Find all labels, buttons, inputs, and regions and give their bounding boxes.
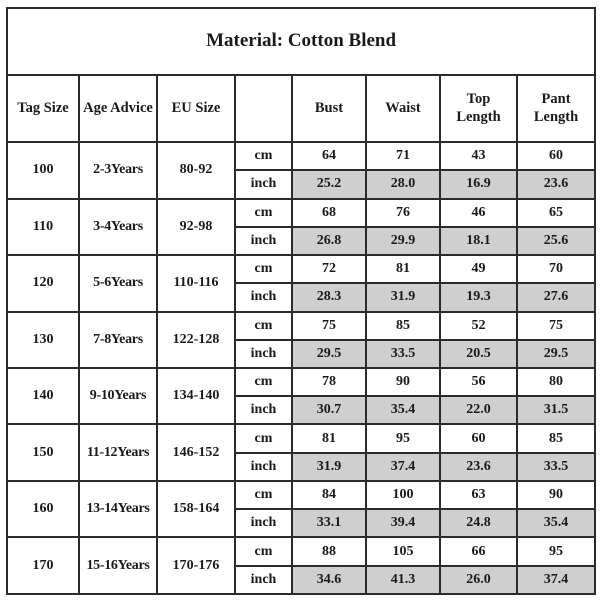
- tag-size-cell: 140: [7, 368, 79, 424]
- cm-value-cell: 71: [366, 142, 440, 170]
- inch-value-cell: 24.8: [440, 509, 517, 537]
- age-advice-cell: 5-6Years: [79, 255, 157, 311]
- table-row: [7, 142, 595, 170]
- unit-cm-label: cm: [235, 142, 292, 170]
- eu-size-cell: 158-164: [157, 481, 235, 537]
- header-waist: Waist: [366, 75, 440, 143]
- cm-value-cell: 90: [366, 368, 440, 396]
- cm-value-cell: 95: [517, 537, 595, 565]
- cm-value-cell: 65: [517, 199, 595, 227]
- header-pant-length: Pant Length: [517, 75, 595, 143]
- tag-size-cell: 100: [7, 142, 79, 198]
- table-row: [7, 255, 595, 283]
- inch-value-cell: 31.9: [292, 453, 366, 481]
- header-tag-size: Tag Size: [7, 75, 79, 143]
- unit-cm-label: cm: [235, 312, 292, 340]
- tag-size-cell: 170: [7, 537, 79, 594]
- unit-inch-label: inch: [235, 283, 292, 311]
- inch-value-cell: 41.3: [366, 566, 440, 594]
- unit-cm-label: cm: [235, 255, 292, 283]
- cm-value-cell: 46: [440, 199, 517, 227]
- cm-value-cell: 75: [517, 312, 595, 340]
- cm-value-cell: 84: [292, 481, 366, 509]
- inch-value-cell: 19.3: [440, 283, 517, 311]
- inch-value-cell: 35.4: [517, 509, 595, 537]
- inch-value-cell: 18.1: [440, 227, 517, 255]
- cm-value-cell: 70: [517, 255, 595, 283]
- inch-value-cell: 23.6: [517, 170, 595, 198]
- header-unit: [235, 75, 292, 143]
- age-advice-cell: 9-10Years: [79, 368, 157, 424]
- cm-value-cell: 72: [292, 255, 366, 283]
- inch-value-cell: 28.3: [292, 283, 366, 311]
- unit-cm-label: cm: [235, 537, 292, 565]
- cm-value-cell: 49: [440, 255, 517, 283]
- cm-value-cell: 81: [292, 424, 366, 452]
- age-advice-cell: 15-16Years: [79, 537, 157, 594]
- inch-value-cell: 37.4: [366, 453, 440, 481]
- inch-value-cell: 25.2: [292, 170, 366, 198]
- header-bust: Bust: [292, 75, 366, 143]
- inch-value-cell: 20.5: [440, 340, 517, 368]
- cm-value-cell: 100: [366, 481, 440, 509]
- eu-size-cell: 122-128: [157, 312, 235, 368]
- table-row: [7, 481, 595, 509]
- tag-size-cell: 160: [7, 481, 79, 537]
- unit-inch-label: inch: [235, 227, 292, 255]
- unit-inch-label: inch: [235, 509, 292, 537]
- cm-value-cell: 63: [440, 481, 517, 509]
- inch-value-cell: 29.9: [366, 227, 440, 255]
- unit-inch-label: inch: [235, 170, 292, 198]
- age-advice-cell: 7-8Years: [79, 312, 157, 368]
- inch-value-cell: 22.0: [440, 396, 517, 424]
- eu-size-cell: 92-98: [157, 199, 235, 255]
- cm-value-cell: 56: [440, 368, 517, 396]
- inch-value-cell: 39.4: [366, 509, 440, 537]
- inch-value-cell: 29.5: [292, 340, 366, 368]
- inch-value-cell: 37.4: [517, 566, 595, 594]
- cm-value-cell: 105: [366, 537, 440, 565]
- inch-value-cell: 26.0: [440, 566, 517, 594]
- inch-value-cell: 26.8: [292, 227, 366, 255]
- inch-value-cell: 30.7: [292, 396, 366, 424]
- inch-value-cell: 25.6: [517, 227, 595, 255]
- table-row: [7, 424, 595, 452]
- cm-value-cell: 90: [517, 481, 595, 509]
- age-advice-cell: 2-3Years: [79, 142, 157, 198]
- unit-cm-label: cm: [235, 199, 292, 227]
- cm-value-cell: 81: [366, 255, 440, 283]
- table-row: [7, 537, 595, 565]
- inch-value-cell: 28.0: [366, 170, 440, 198]
- cm-value-cell: 60: [517, 142, 595, 170]
- cm-value-cell: 78: [292, 368, 366, 396]
- unit-cm-label: cm: [235, 424, 292, 452]
- header-age-advice: Age Advice: [79, 75, 157, 143]
- table-row: [7, 368, 595, 396]
- inch-value-cell: 33.5: [517, 453, 595, 481]
- inch-value-cell: 34.6: [292, 566, 366, 594]
- header-row: [7, 75, 595, 143]
- inch-value-cell: 31.9: [366, 283, 440, 311]
- chart-title: Material: Cotton Blend: [7, 8, 595, 75]
- unit-inch-label: inch: [235, 396, 292, 424]
- age-advice-cell: 13-14Years: [79, 481, 157, 537]
- eu-size-cell: 146-152: [157, 424, 235, 480]
- unit-cm-label: cm: [235, 481, 292, 509]
- cm-value-cell: 88: [292, 537, 366, 565]
- unit-inch-label: inch: [235, 453, 292, 481]
- inch-value-cell: 23.6: [440, 453, 517, 481]
- cm-value-cell: 60: [440, 424, 517, 452]
- header-top-length: Top Length: [440, 75, 517, 143]
- eu-size-cell: 80-92: [157, 142, 235, 198]
- cm-value-cell: 76: [366, 199, 440, 227]
- inch-value-cell: 29.5: [517, 340, 595, 368]
- table-row: [7, 312, 595, 340]
- cm-value-cell: 75: [292, 312, 366, 340]
- cm-value-cell: 66: [440, 537, 517, 565]
- size-chart-sheet: [6, 7, 594, 595]
- eu-size-cell: 170-176: [157, 537, 235, 594]
- cm-value-cell: 64: [292, 142, 366, 170]
- age-advice-cell: 3-4Years: [79, 199, 157, 255]
- unit-inch-label: inch: [235, 340, 292, 368]
- tag-size-cell: 110: [7, 199, 79, 255]
- cm-value-cell: 85: [517, 424, 595, 452]
- cm-value-cell: 68: [292, 199, 366, 227]
- cm-value-cell: 85: [366, 312, 440, 340]
- table-row: [7, 199, 595, 227]
- cm-value-cell: 95: [366, 424, 440, 452]
- header-eu-size: EU Size: [157, 75, 235, 143]
- cm-value-cell: 43: [440, 142, 517, 170]
- inch-value-cell: 31.5: [517, 396, 595, 424]
- tag-size-cell: 130: [7, 312, 79, 368]
- size-chart-table: [6, 7, 596, 595]
- unit-inch-label: inch: [235, 566, 292, 594]
- inch-value-cell: 33.5: [366, 340, 440, 368]
- inch-value-cell: 35.4: [366, 396, 440, 424]
- unit-cm-label: cm: [235, 368, 292, 396]
- inch-value-cell: 33.1: [292, 509, 366, 537]
- tag-size-cell: 150: [7, 424, 79, 480]
- inch-value-cell: 27.6: [517, 283, 595, 311]
- inch-value-cell: 16.9: [440, 170, 517, 198]
- eu-size-cell: 110-116: [157, 255, 235, 311]
- tag-size-cell: 120: [7, 255, 79, 311]
- cm-value-cell: 80: [517, 368, 595, 396]
- cm-value-cell: 52: [440, 312, 517, 340]
- eu-size-cell: 134-140: [157, 368, 235, 424]
- age-advice-cell: 11-12Years: [79, 424, 157, 480]
